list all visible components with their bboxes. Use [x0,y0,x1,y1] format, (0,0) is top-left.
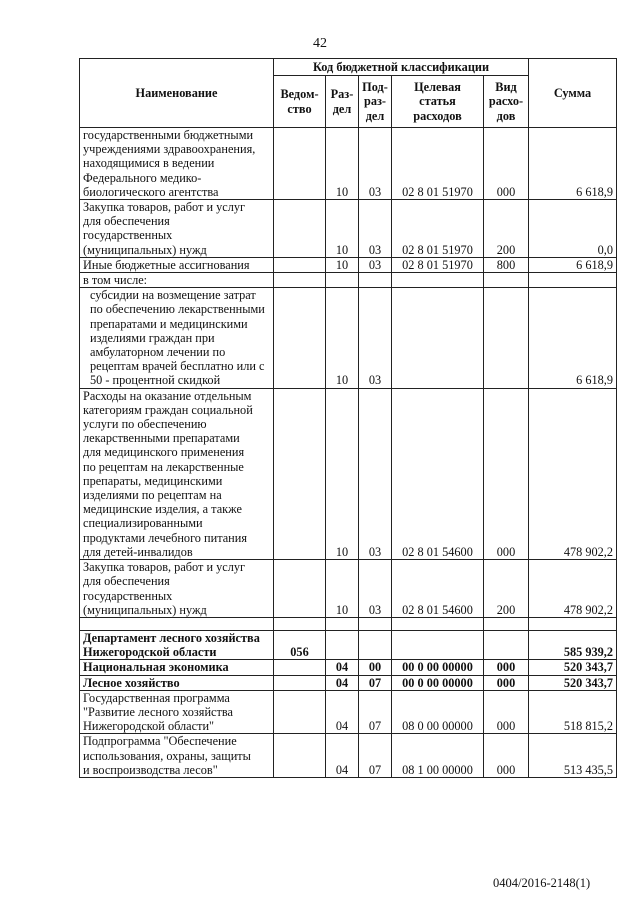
row-sum: 6 618,9 [529,128,617,200]
row-vid: 800 [484,257,529,272]
row-name: Государственная программа "Развитие лесного хозяйства Нижегородской области" [80,690,274,734]
row-vid: 000 [484,734,529,778]
header-celevaya: Целевая статья расходов [392,76,484,128]
row-name: Национальная экономика [80,660,274,675]
row-ved [274,128,326,200]
row-cel: 02 8 01 54600 [392,560,484,618]
row-vid [484,630,529,659]
row-vid [484,288,529,388]
row-name: субсидии на возмещение затрат по обеспечению лекарственными препаратами и медицинскими изделиями граждан при амбулаторном лечении по рецептам врачей бесплатно или с 50 - процентной скидкой [80,288,274,388]
table-row [80,690,617,734]
row-cel [392,630,484,659]
row-cel: 00 0 00 00000 [392,675,484,690]
row-ved [274,560,326,618]
table-row [80,675,617,690]
table-row [80,734,617,778]
table-row [80,288,617,388]
row-sum: 520 343,7 [529,675,617,690]
header-razdel: Раз- дел [326,76,359,128]
header-vedomstvo: Ведом- ство [274,76,326,128]
row-pod: 03 [359,560,392,618]
row-pod: 07 [359,734,392,778]
table-row [80,630,617,659]
row-vid [484,273,529,288]
table-row [80,257,617,272]
row-raz: 10 [326,288,359,388]
row-ved [274,660,326,675]
row-cel: 02 8 01 54600 [392,388,484,559]
row-sum: 478 902,2 [529,388,617,559]
row-vid: 200 [484,200,529,258]
row-raz: 10 [326,388,359,559]
row-sum: 6 618,9 [529,288,617,388]
row-name: в том числе: [80,273,274,288]
row-vid: 000 [484,690,529,734]
row-raz: 04 [326,690,359,734]
page-number: 42 [313,36,327,51]
table-row [80,200,617,258]
row-raz: 10 [326,200,359,258]
row-pod: 03 [359,200,392,258]
row-cel: 02 8 01 51970 [392,200,484,258]
row-vid: 000 [484,660,529,675]
table-row [80,660,617,675]
row-name: Подпрограмма "Обеспечение использования, охраны, защиты и воспроизводства лесов" [80,734,274,778]
row-sum: 0,0 [529,200,617,258]
row-sum: 513 435,5 [529,734,617,778]
row-cel [392,273,484,288]
row-ved [274,288,326,388]
row-name: Иные бюджетные ассигнования [80,257,274,272]
row-pod: 03 [359,257,392,272]
table-row [80,388,617,559]
row-sum: 478 902,2 [529,560,617,618]
row-raz: 04 [326,734,359,778]
row-raz: 10 [326,128,359,200]
table-row [80,560,617,618]
row-raz: 04 [326,660,359,675]
header-name: Наименование [80,59,274,128]
row-vid: 000 [484,675,529,690]
row-sum [529,273,617,288]
row-name: государственными бюджетными учреждениями здравоохранения, находящимися в ведении Федерального медико- биологического агентства [80,128,274,200]
row-raz: 10 [326,560,359,618]
row-raz [326,273,359,288]
row-vid: 000 [484,128,529,200]
row-cel [392,288,484,388]
row-name: Лесное хозяйство [80,675,274,690]
row-ved: 056 [274,630,326,659]
row-ved [274,257,326,272]
document-code: 0404/2016-2148(1) [493,876,591,890]
header-vid: Вид расхо- дов [484,76,529,128]
row-pod: 00 [359,660,392,675]
row-sum: 518 815,2 [529,690,617,734]
row-ved [274,273,326,288]
header-podrazdel: Под- раз- дел [359,76,392,128]
row-pod: 03 [359,128,392,200]
budget-table [79,58,617,778]
row-pod [359,273,392,288]
row-cel: 08 1 00 00000 [392,734,484,778]
row-vid: 200 [484,560,529,618]
header-budget-code-group: Код бюджетной классификации [274,59,529,76]
row-name: Департамент лесного хозяйства Нижегородской области [80,630,274,659]
row-pod: 03 [359,388,392,559]
row-pod [359,630,392,659]
row-raz: 04 [326,675,359,690]
row-vid: 000 [484,388,529,559]
row-ved [274,734,326,778]
row-raz: 10 [326,257,359,272]
row-ved [274,690,326,734]
row-pod: 07 [359,690,392,734]
row-cel: 02 8 01 51970 [392,128,484,200]
table-row [80,273,617,288]
row-cel: 02 8 01 51970 [392,257,484,272]
table-row [80,128,617,200]
row-sum: 585 939,2 [529,630,617,659]
row-cel: 00 0 00 00000 [392,660,484,675]
row-name: Закупка товаров, работ и услуг для обеспечения государственных (муниципальных) нужд [80,560,274,618]
row-name: Закупка товаров, работ и услуг для обеспечения государственных (муниципальных) нужд [80,200,274,258]
row-pod: 07 [359,675,392,690]
row-raz [326,630,359,659]
row-name: Расходы на оказание отдельным категориям граждан социальной услуги по обеспечению лекарственными препаратами для медицинского применения по рецептам на лекарственные препараты, медицинскими изделиями по рецептам на медицинские изделия, а также специализированными продуктами лечебного питания для детей-инвалидов [80,388,274,559]
header-sum: Сумма [529,59,617,128]
table-spacer-row [80,617,617,630]
row-ved [274,200,326,258]
row-pod: 03 [359,288,392,388]
row-sum: 6 618,9 [529,257,617,272]
row-ved [274,388,326,559]
row-sum: 520 343,7 [529,660,617,675]
row-ved [274,675,326,690]
row-cel: 08 0 00 00000 [392,690,484,734]
